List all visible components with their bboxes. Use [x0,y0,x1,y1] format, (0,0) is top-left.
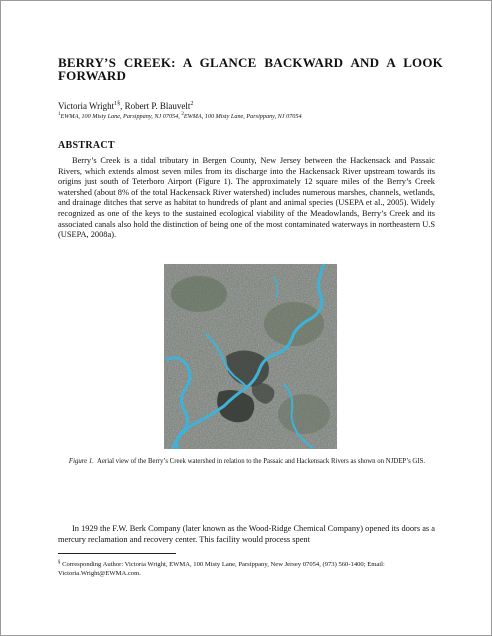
aerial-map-svg [164,264,337,449]
author-name: Victoria Wright [58,101,115,111]
abstract-paragraph: Berry’s Creek is a tidal tributary in Bergen County, New Jersey between the Hackensack and Passaic Rivers, which extends almost seven miles from its discharge into the Hackensack River upstream towards its origins just south of Teterboro Airport (Figure 1). The approximately 12 square miles of the Berry’s Creek watershed (about 8% of the total Hackensack River watershed) includes numerous marshes, channels, wetlands, and drainage ditches that serve as habitat to hundreds of plant and animal species (USEPA et al., 2005). Widely recognized as one of the keys to the sustained ecological viability of the Meadowlands, Berry’s Creek and its associated canals also hold the distinction of being one of the most contaminated waterways in northeastern U.S (USEPA, 2008a). [58,156,435,240]
map-vegetation-patch [264,302,324,346]
footnote-separator [58,553,176,554]
affiliation-text: EWMA, 100 Misty Lane, Parsippany, NJ 07054, [60,113,180,121]
figure-caption [58,457,436,466]
map-vegetation-patch [171,276,227,312]
map-vegetation-patch [278,394,330,434]
abstract-heading: ABSTRACT [58,140,115,151]
footnote-text: Corresponding Author: Victoria Wright, EWMA, 100 Misty Lane, Parsippany, New Jersey 07054, (973) 560-1400; Email: Victoria.Wright@EWMA.com. [58,561,385,578]
affiliations [58,111,302,120]
author-list: Victoria Wright$^{1\S}$, Robert P. Blauvelt$^2$ [58,101,194,111]
footnote-marker: § [58,560,61,565]
author-superscript: 1§ [114,101,121,107]
author-name: Robert P. Blauvelt [124,101,191,111]
caption-text: Aerial view of the Berry’s Creek watershed in relation to the Passaic and Hackensack Rivers as shown on NJDEP’s GIS. [97,458,426,465]
affiliation-superscript: 2 [181,112,184,117]
footnote [58,558,436,578]
affiliation-text: EWMA, 100 Misty Lane, Parsippany, NJ 07054 [183,113,302,121]
author-superscript: 2 [190,101,194,107]
affiliation-superscript: 1 [58,112,61,117]
aerial-map-image [164,264,337,449]
figure-label: Figure 1. [68,458,94,465]
body-paragraph: In 1929 the F.W. Berk Company (later known as the Wood-Ridge Chemical Company) opened its doors as a mercury reclamation and recovery center. This facility would process spent [58,524,435,544]
title-line-2: FORWARD [58,68,127,83]
paper-title [58,56,443,82]
title-line-1: BERRY’S CREEK: A GLANCE BACKWARD AND A LOOK [58,55,443,70]
